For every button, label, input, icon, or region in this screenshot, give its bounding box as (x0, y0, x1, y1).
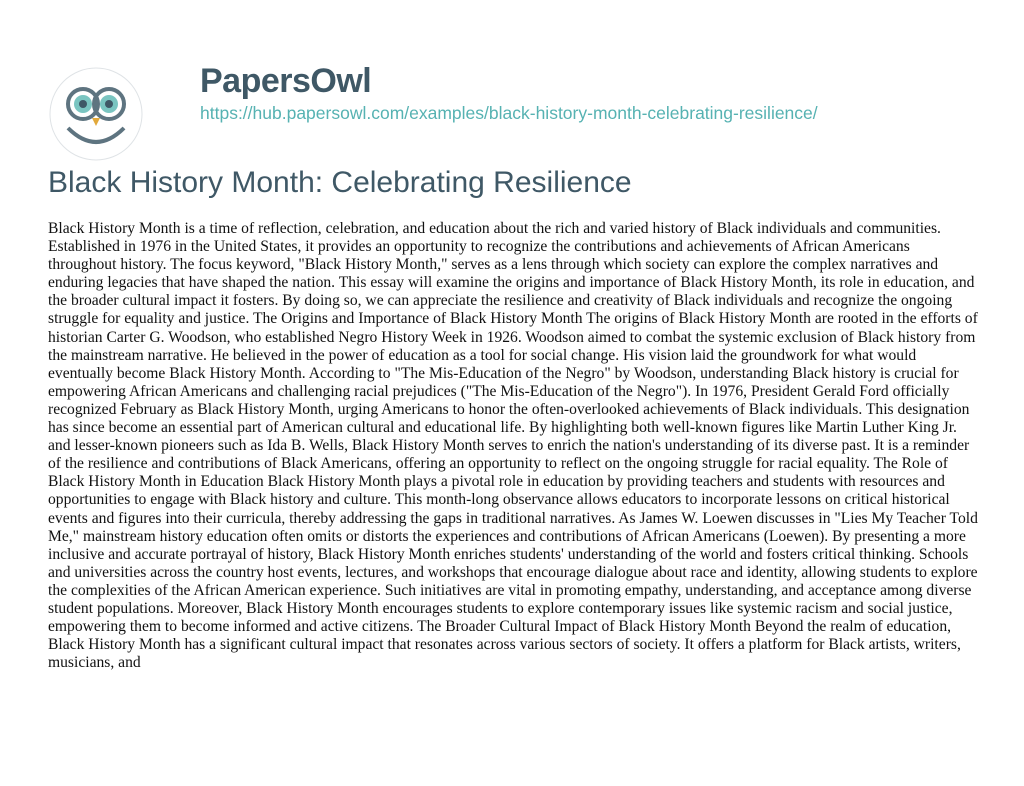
bottom-bar (0, 776, 1024, 786)
site-header (48, 56, 978, 146)
page-title: Black History Month: Celebrating Resilience (48, 166, 632, 199)
essay-body: Black History Month is a time of reflection, celebration, and education about the rich and varied history of Black individuals and communities. Established in 1976 in the United States, it provides an opportunity to recognize the contributions and achievements of African Americans throughout history. The focus keyword, "Black History Month," serves as a lens through which society can explore the complex narratives and enduring legacies that have shaped the nation. This essay will examine the origins and importance of Black History Month, its role in education, and the broader cultural impact it fosters. By doing so, we can appreciate the resilience and creativity of Black individuals and recognize the ongoing struggle for equality and justice. The Origins and Importance of Black History Month The origins of Black History Month are rooted in the efforts of historian Carter G. Woodson, who established Negro History Week in 1926. Woodson aimed to combat the systemic exclusion of Black history from the mainstream narrative. He believed in the power of education as a tool for social change. His vision laid the groundwork for what would eventually become Black History Month. According to "The Mis-Education of the Negro" by Woodson, understanding Black history is crucial for empowering African Americans and challenging racial prejudices ("The Mis-Education of the Negro"). In 1976, President Gerald Ford officially recognized February as Black History Month, urging Americans to honor the often-overlooked achievements of Black individuals. This designation has since become an essential part of American cultural and educational life. By highlighting both well-known figures like Martin Luther King Jr. and lesser-known pioneers such as Ida B. Wells, Black History Month serves to enrich the nation's understanding of its diverse past. It is a reminder of the resilience and contributions of Black Americans, offering an opportunity to reflect on the ongoing struggle for racial equality. The Role of Black History Month in Education Black History Month plays a pivotal role in education by providing teachers and students with resources and opportunities to engage with Black history and culture. This month-long observance allows educators to incorporate lessons on critical historical events and figures into their curricula, thereby addressing the gaps in traditional narratives. As James W. Loewen discusses in "Lies My Teacher Told Me," mainstream history education often omits or distorts the experiences and contributions of African Americans (Loewen). By presenting a more inclusive and accurate portrayal of history, Black History Month enriches students' understanding of the world and fosters critical thinking. Schools and universities across the country host events, lectures, and workshops that encourage dialogue about race and identity, allowing students to explore the complexities of the African American experience. Such initiatives are vital in promoting empathy, understanding, and acceptance among diverse student populations. Moreover, Black History Month encourages students to explore contemporary issues like systemic racism and social justice, empowering them to become informed and active citizens. The Broader Cultural Impact of Black History Month Beyond the realm of education, Black History Month has a significant cultural impact that resonates across various sectors of society. It offers a platform for Black artists, writers, musicians, and (48, 220, 978, 672)
source-url-link[interactable]: https://hub.papersowl.com/examples/black-history-month-celebrating-resilience/ (200, 103, 818, 123)
brand-name[interactable]: PapersOwl (200, 62, 372, 100)
owl-logo-icon[interactable] (48, 66, 144, 162)
